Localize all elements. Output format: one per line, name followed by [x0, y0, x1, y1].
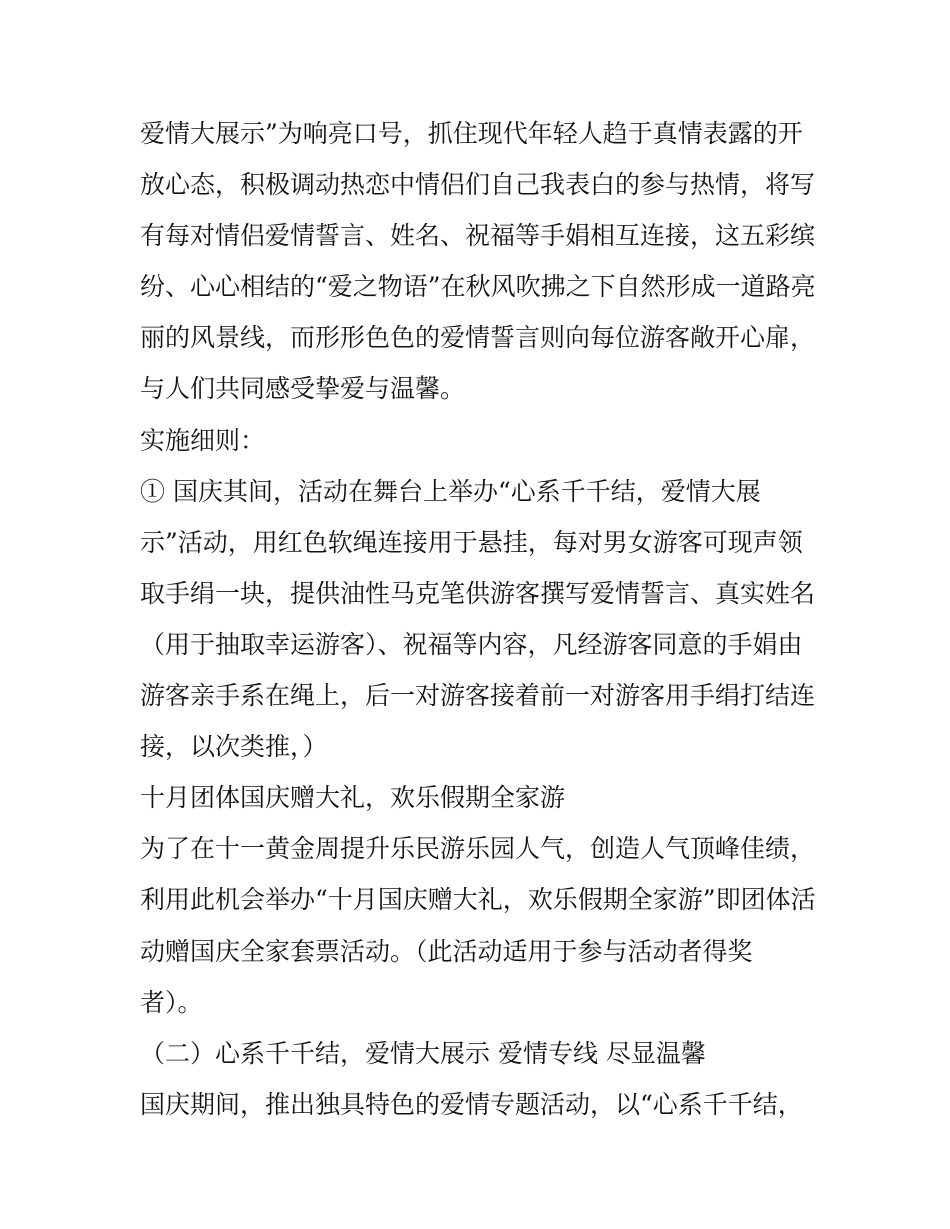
paragraph-line: 为了在十一黄金周提升乐民游乐园人气，创造人气顶峰佳绩， [140, 834, 816, 864]
paragraph-line: 放心态，积极调动热恋中情侣们自己我表白的参与热情，将写 [140, 170, 816, 200]
paragraph-line: 爱情大展示”为响亮口号，抓住现代年轻人趋于真情表露的开 [140, 119, 803, 148]
paragraph-line: 游客亲手系在绳上，后一对游客接着前一对游客用手绢打结连 [140, 681, 816, 711]
paragraph-line: 丽的风景线，而形形色色的爱情誓言则向每位游客敞开心扉， [140, 323, 816, 353]
paragraph-line: 与人们共同感受挚爱与温馨。 [140, 374, 466, 404]
document-body [140, 108, 820, 1130]
section-heading-implementation: 实施细则： [140, 425, 266, 455]
section-heading-family-trip: 十月团体国庆赠大礼，欢乐假期全家游 [140, 783, 566, 813]
paragraph-line: 有每对情侣爱情誓言、姓名、祝福等手娟相互连接，这五彩缤 [140, 221, 816, 251]
paragraph-line: 利用此机会举办“十月国庆赠大礼，欢乐假期全家游”即团体活 [140, 885, 816, 915]
section-heading-love-knot: （二）心系千千结，爱情大展示 爱情专线 尽显温馨 [140, 1038, 706, 1068]
paragraph-line: 者）。 [140, 987, 203, 1017]
paragraph-line: 国庆期间，推出独具特色的爱情专题活动，以“心系千千结， [140, 1089, 803, 1119]
paragraph-line: 动赠国庆全家套票活动。（此活动适用于参与活动者得奖 [140, 936, 753, 966]
paragraph-line: 示”活动，用红色软绳连接用于悬挂，每对男女游客可现声领 [140, 527, 803, 557]
paragraph-line: ① 国庆其间，活动在舞台上举办“心系千千结，爱情大展 [140, 476, 761, 506]
paragraph-line: （用于抽取幸运游客）、祝福等内容，凡经游客同意的手娟由 [140, 629, 803, 659]
paragraph-line: 纷、心心相结的“爱之物语”在秋风吹拂之下自然形成一道路亮 [140, 272, 816, 302]
paragraph-line: 接，以次类推，） [140, 732, 328, 762]
paragraph-line: 取手绢一块，提供油性马克笔供游客撰写爱情誓言、真实姓名 [140, 578, 816, 608]
